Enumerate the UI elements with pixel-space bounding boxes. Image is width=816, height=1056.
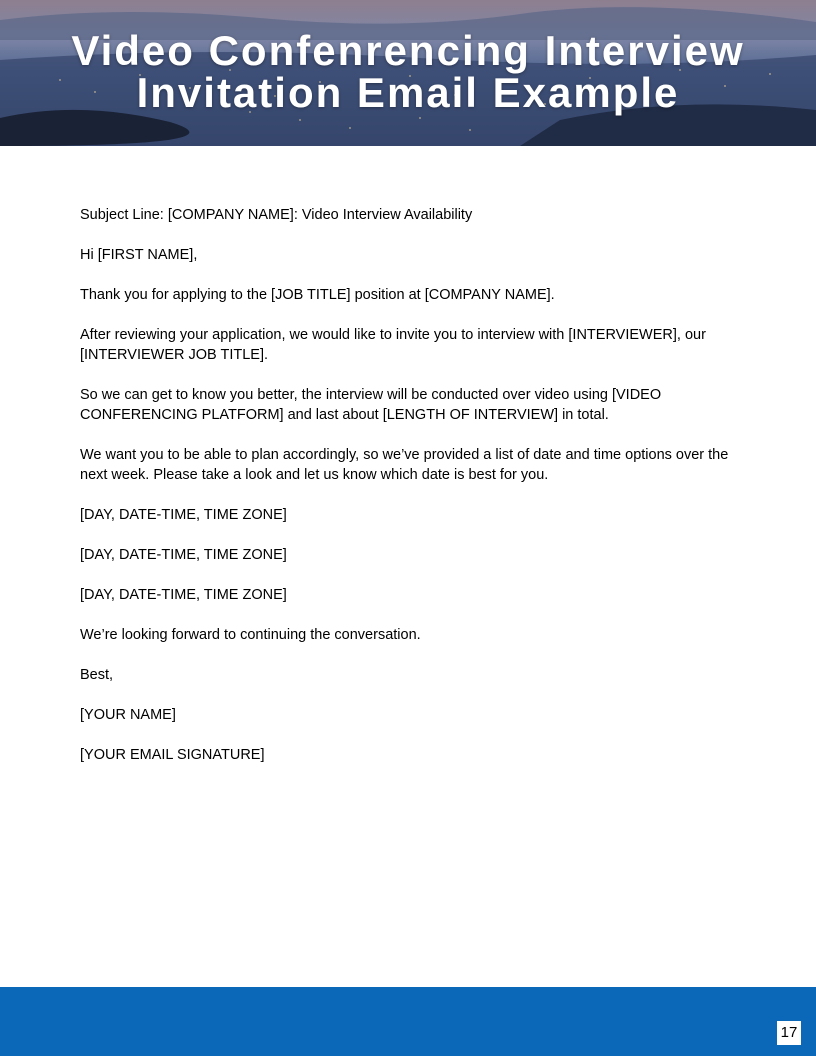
header-banner [0,0,816,146]
page-title-line1: Video Confenrencing Interview [71,27,745,74]
signoff: Best, [80,667,114,683]
sender-name: [YOUR NAME] [80,707,176,723]
date-option: [DAY, DATE-TIME, TIME ZONE] [80,507,287,523]
subject-line: Subject Line: [COMPANY NAME]: Video Interview Availability [80,207,473,223]
email-signature: [YOUR EMAIL SIGNATURE] [80,747,265,763]
page-title [0,27,816,116]
closing-line: We’re looking forward to continuing the conversation. [80,627,421,643]
email-body [80,205,730,785]
page-number: 17 [777,1021,801,1045]
date-option: [DAY, DATE-TIME, TIME ZONE] [80,587,287,603]
paragraph-thanks: Thank you for applying to the [JOB TITLE] position at [COMPANY NAME]. [80,287,555,303]
date-option: [DAY, DATE-TIME, TIME ZONE] [80,547,287,563]
page-title-line2: Invitation Email Example [136,69,680,116]
paragraph-video: So we can get to know you better, the interview will be conducted over video using [VIDEO CONFERENCING PLATFORM] and last about [LENGTH OF INTERVIEW] in total. [80,387,662,423]
footer-band [0,987,816,1056]
greeting: Hi [FIRST NAME], [80,247,198,263]
paragraph-invite: After reviewing your application, we would like to invite you to interview with [INTERVIEWER], our [INTERVIEWER JOB TITLE]. [80,327,706,363]
paragraph-options: We want you to be able to plan accordingly, so we’ve provided a list of date and time options over the next week. Please take a look and let us know which date is best for you. [80,447,729,483]
